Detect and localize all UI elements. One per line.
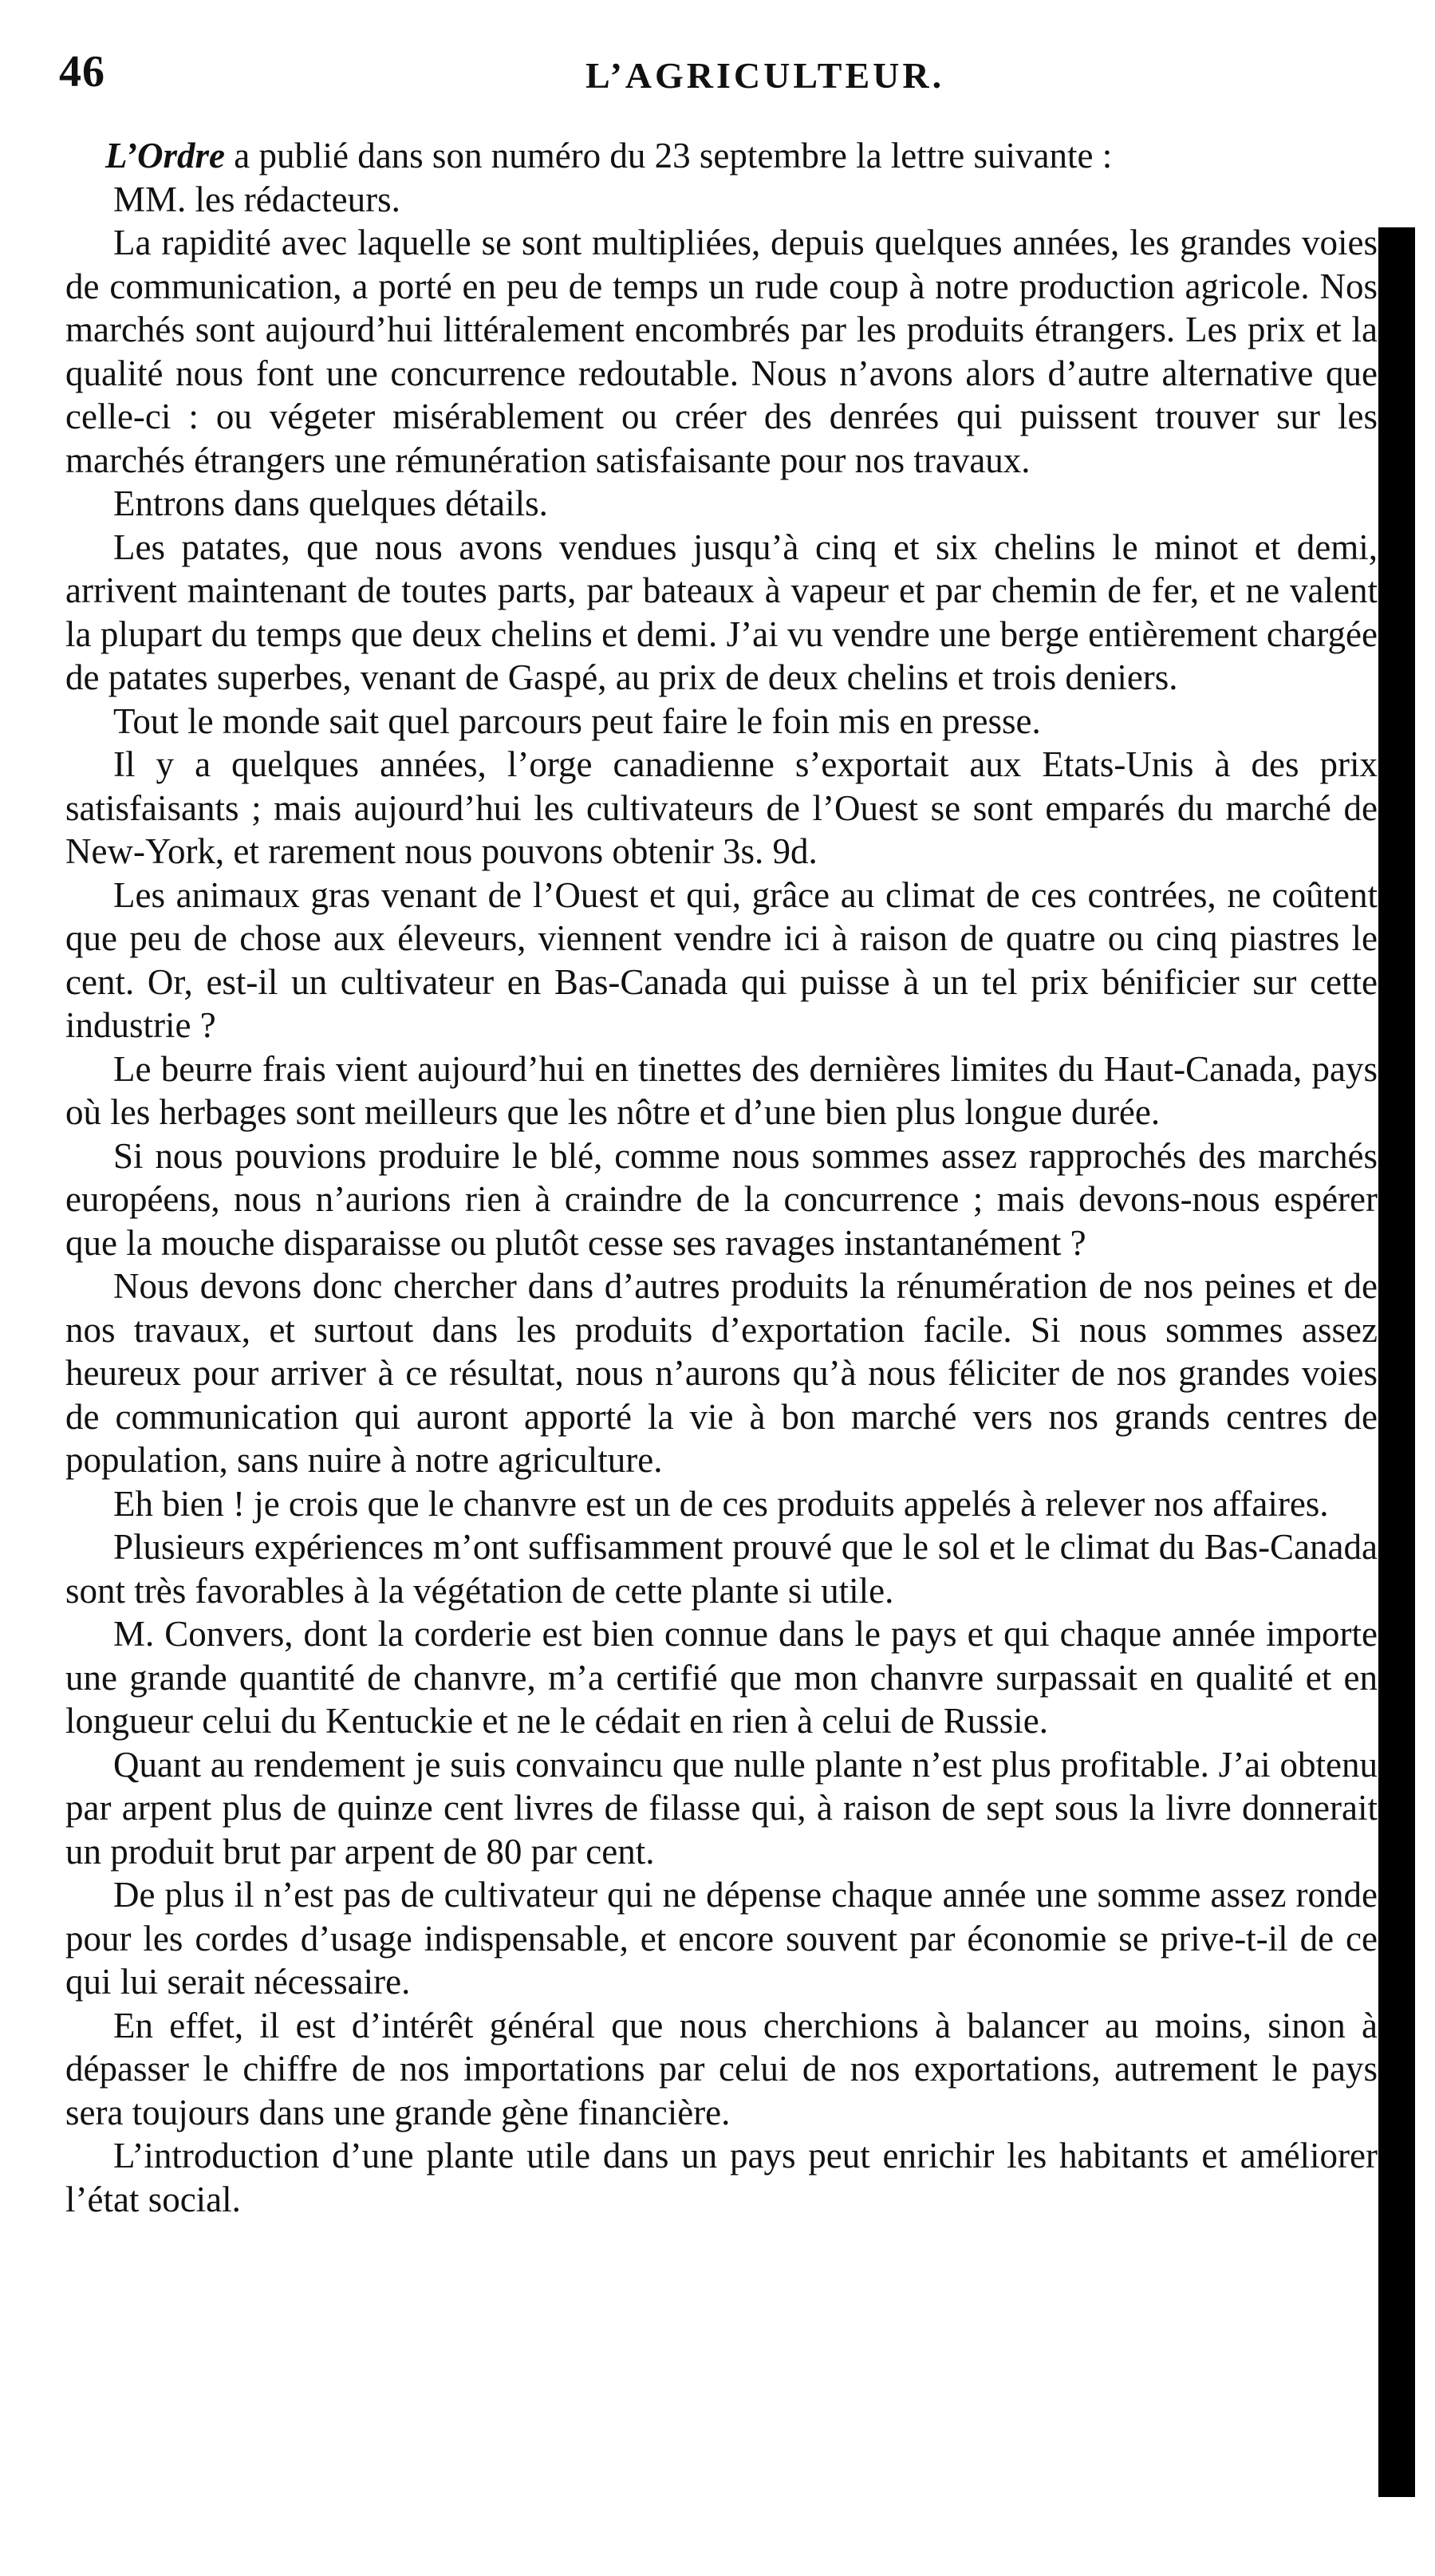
- paragraph-5: Il y a quelques années, l’orge canadienne s’exportait aux Etats-Unis à des prix satisfaisants ; mais aujourd’hui les cultivateurs de l’Ouest se sont emparés du marché de New-York, et rarement nous pouvons obtenir 3s. 9d.: [65, 744, 1378, 871]
- page-number: 46: [59, 47, 105, 97]
- binding-shadow: [1378, 227, 1415, 2497]
- paragraph-8: Si nous pouvions produire le blé, comme nous sommes assez rapprochés des marchés européens, nous n’aurions rien à craindre de la concurrence ; mais devons-nous espérer que la mouche disparaisse ou plutôt cesse ses ravages instantanément ?: [65, 1135, 1378, 1263]
- paragraph-6: Les animaux gras venant de l’Ouest et qui, grâce au climat de ces contrées, ne coûtent que peu de chose aux éleveurs, viennent vendre ici à raison de quatre ou cinq piastres le cent. Or, est-il un cultivateur en Bas-Canada qui puisse à un tel prix bénificier sur cette industrie ?: [65, 874, 1378, 1045]
- paragraph-2: Entrons dans quelques détails.: [113, 483, 548, 523]
- paragraph-1: La rapidité avec laquelle se sont multipliées, depuis quelques années, les grandes voies de communication, a porté en peu de temps un rude coup à notre production agricole. Nos marchés sont aujourd’hui littéralement encombrés par les produits étrangers. Les prix et la qualité nous font une concurrence redoutable. Nous n’avons alors d’autre alternative que celle-ci : ou végeter misérablement ou créer des denrées qui puissent trouver sur les marchés étrangers une rémunération satisfaisante pour nos travaux.: [65, 223, 1378, 480]
- intro-text: a publié dans son numéro du 23 septembre la lettre suivante :: [225, 136, 1113, 176]
- paragraph-9: Nous devons donc chercher dans d’autres produits la rénumération de nos peines et de nos travaux, et surtout dans les produits d’exportation facile. Si nous sommes assez heureux pour arriver à ce résultat, nous n’aurons qu’à nous féliciter de nos grandes voies de communication qui auront apporté la vie à bon marché vers nos grands centres de population, sans nuire à notre agriculture.: [65, 1266, 1378, 1480]
- paragraph-16: L’introduction d’une plante utile dans un pays peut enrichir les habitants et améliorer l’état social.: [65, 2136, 1378, 2219]
- paragraph-13: Quant au rendement je suis convaincu que nulle plante n’est plus profitable. J’ai obtenu par arpent plus de quinze cent livres de filasse qui, à raison de sept sous la livre donnerait un produit brut par arpent de 80 par cent.: [65, 1744, 1378, 1872]
- paragraph-3: Les patates, que nous avons vendues jusqu’à cinq et six chelins le minot et demi, arrivent maintenant de toutes parts, par bateaux à vapeur et par chemin de fer, et ne valent la plupart du temps que deux chelins et demi. J’ai vu vendre une berge entièrement chargée de patates superbes, venant de Gaspé, au prix de deux chelins et trois deniers.: [65, 527, 1378, 697]
- paragraph-15: En effet, il est d’intérêt général que nous cherchions à balancer au moins, sinon à dépasser le chiffre de nos importations par celui de nos exportations, autrement le pays sera toujours dans une grande gène financière.: [65, 2005, 1378, 2132]
- newspaper-name: L’Ordre: [105, 136, 225, 176]
- running-head: [59, 46, 1367, 110]
- intro-line: [65, 134, 1378, 178]
- paragraph-11: Plusieurs expériences m’ont suffisamment prouvé que le sol et le climat du Bas-Canada sont très favorables à la végétation de cette plante si utile.: [65, 1527, 1378, 1611]
- paragraph-7: Le beurre frais vient aujourd’hui en tinettes des dernières limites du Haut-Canada, pays où les herbages sont meilleurs que les nôtre et d’une bien plus longue durée.: [65, 1048, 1378, 1132]
- paragraph-14: De plus il n’est pas de cultivateur qui ne dépense chaque année une somme assez ronde pour les cordes d’usage indispensable, et encore souvent par économie se prive-t-il de ce qui lui serait nécessaire.: [65, 1875, 1378, 2002]
- paragraph-10: Eh bien ! je crois que le chanvre est un de ces produits appelés à relever nos affaires.: [113, 1483, 1329, 1524]
- journal-title: L’AGRICULTEUR.: [585, 55, 945, 96]
- letter-salutation: MM. les rédacteurs.: [113, 179, 400, 219]
- paragraph-4: Tout le monde sait quel parcours peut faire le foin mis en presse.: [113, 700, 1041, 741]
- article-body: [65, 134, 1378, 2221]
- paragraph-12: M. Convers, dont la corderie est bien connue dans le pays et qui chaque année importe une grande quantité de chanvre, m’a certifié que mon chanvre surpassait en qualité et en longueur celui du Kentuckie et ne le cédait en rien à celui de Russie.: [65, 1614, 1378, 1741]
